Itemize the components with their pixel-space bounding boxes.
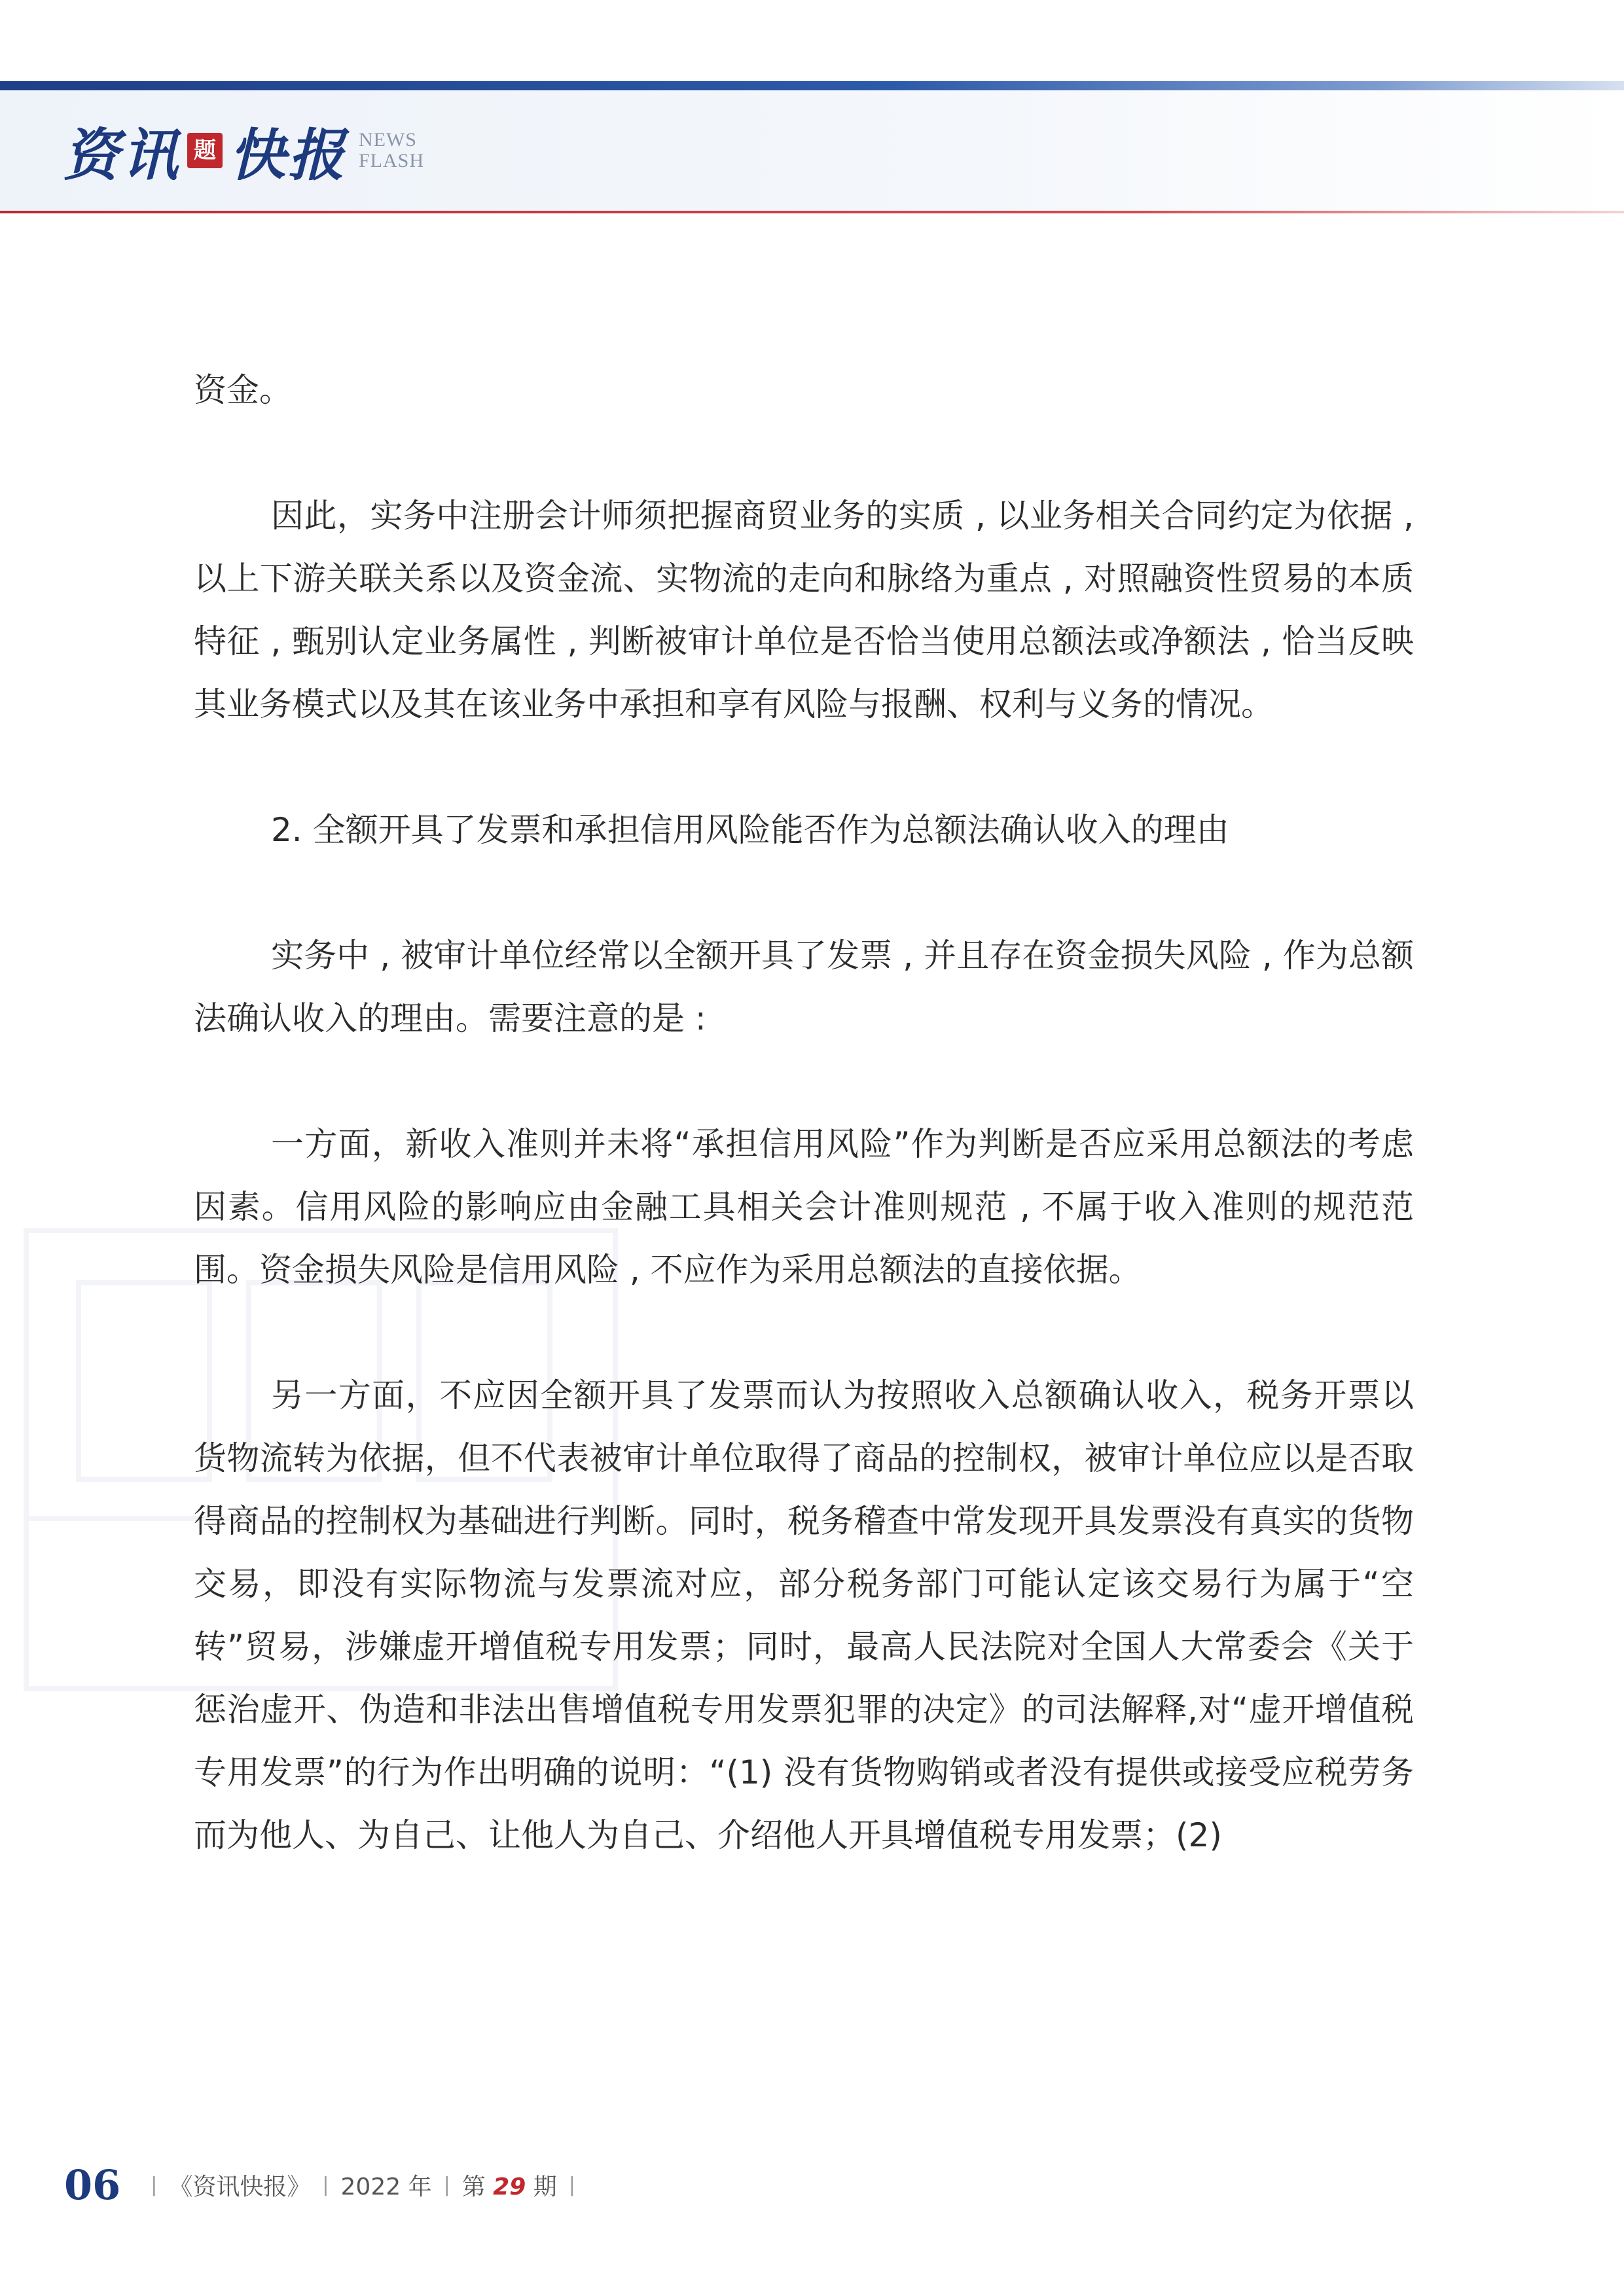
masthead-left: 资讯 <box>63 122 181 188</box>
issue-suffix: 期 <box>533 2173 557 2200</box>
page-footer <box>64 2157 587 2212</box>
footer-separator: | <box>568 2173 575 2197</box>
news-label: NEWS <box>359 129 417 151</box>
header-rule <box>0 211 1624 213</box>
footer-separator: | <box>443 2173 450 2197</box>
issue-prefix: 第 <box>461 2173 486 2200</box>
paragraph-conclusion: 因此，实务中注册会计师须把握商贸业务的实质 , 以业务相关合同约定为依据 , 以上下游关联关系以及资金流、实物流的走向和脉络为重点 , 对照融资性贸易的本质特征 , 甄别认定业务属性 , 判断被审计单位是否恰当使用总额法或净额法 , 恰当反映其业务模式以及其在该业务中承担和享有风险与报酬、权利与义务的情况。 <box>194 497 1414 723</box>
footer-separator: | <box>151 2173 158 2197</box>
seal-icon: 题 <box>187 133 223 168</box>
publication-year: 2022 年 <box>340 2173 432 2200</box>
flash-label: FLASH <box>359 150 425 171</box>
paragraph-other-hand: 另一方面，不应因全额开具了发票而认为按照收入总额确认收入，税务开票以货物流转为依据，但不代表被审计单位取得了商品的控制权，被审计单位应以是否取得商品的控制权为基础进行判断。同时，税务稽查中常发现开具发票没有真实的货物交易，即没有实际物流与发票流对应，部分税务部门可能认定该交易行为属于“空转”贸易，涉嫌虚开增值税专用发票；同时，最高人民法院对全国人大常委会《关于惩治虚开、伪造和非法出售增值税专用发票犯罪的决定》的司法解释,对“虚开增值税专用发票”的行为作出明确的说明：“(1) 没有货物购销或者没有提供或接受应税劳务而为他人、为自己、让他人为自己、介绍他人开具增值税专用发票；(2) <box>194 1376 1414 1854</box>
footer-separator: | <box>322 2173 329 2197</box>
page-number: 06 <box>64 2161 121 2209</box>
header-top-bar <box>0 81 1624 90</box>
paragraph-continuation: 资金。 <box>194 371 292 409</box>
paragraph-one-hand: 一方面，新收入准则并未将“承担信用风险”作为判断是否应采用总额法的考虑因素。信用风险的影响应由金融工具相关会计准则规范 , 不属于收入准则的规范范围。资金损失风险是信用风险 , 不应作为采用总额法的直接依据。 <box>194 1125 1414 1289</box>
paragraph-practice: 实务中 , 被审计单位经常以全额开具了发票 , 并且存在资金损失风险 , 作为总额法确认收入的理由。需要注意的是 : <box>194 937 1414 1037</box>
news-flash-label <box>359 130 424 171</box>
article-body <box>194 359 1414 1929</box>
issue-label <box>462 2168 557 2202</box>
section-heading: 2. 全额开具了发票和承担信用风险能否作为总额法确认收入的理由 <box>271 811 1229 849</box>
issue-number: 29 <box>493 2173 526 2200</box>
masthead-logo <box>63 111 424 190</box>
masthead-right: 快报 <box>229 122 347 188</box>
publication-name: 《资讯快报》 <box>169 2173 311 2200</box>
